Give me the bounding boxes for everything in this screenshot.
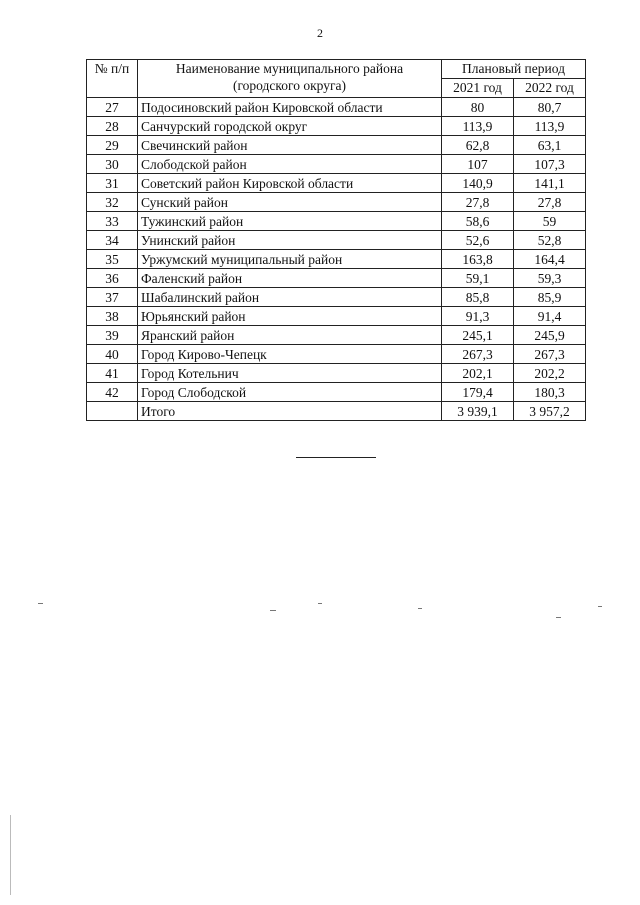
scan-speck <box>418 608 422 609</box>
row-district-name: Фаленский район <box>138 269 442 288</box>
total-row <box>87 402 586 421</box>
row-value-2021: 85,8 <box>442 288 514 307</box>
header-district-name <box>138 60 442 98</box>
row-value-2021: 59,1 <box>442 269 514 288</box>
row-value-2021: 91,3 <box>442 307 514 326</box>
row-value-2021: 62,8 <box>442 136 514 155</box>
row-district-name: Слободской район <box>138 155 442 174</box>
row-value-2021: 140,9 <box>442 174 514 193</box>
row-value-2021: 27,8 <box>442 193 514 212</box>
scan-speck <box>318 603 322 604</box>
row-value-2021: 80 <box>442 98 514 117</box>
table-row <box>87 98 586 117</box>
table-row <box>87 193 586 212</box>
row-district-name: Юрьянский район <box>138 307 442 326</box>
row-number: 42 <box>87 383 138 402</box>
page-number: 2 <box>317 26 323 40</box>
table-row <box>87 117 586 136</box>
closing-rule <box>296 457 376 458</box>
row-value-2022: 202,2 <box>514 364 586 383</box>
table-row <box>87 345 586 364</box>
row-number: 40 <box>87 345 138 364</box>
row-number: 39 <box>87 326 138 345</box>
row-value-2021: 202,1 <box>442 364 514 383</box>
scan-edge-mark <box>10 815 11 895</box>
table-row <box>87 326 586 345</box>
table-row <box>87 383 586 402</box>
row-value-2022: 27,8 <box>514 193 586 212</box>
row-district-name: Город Котельнич <box>138 364 442 383</box>
row-district-name: Уржумский муниципальный район <box>138 250 442 269</box>
scan-speck <box>598 606 602 607</box>
row-value-2021: 267,3 <box>442 345 514 364</box>
row-number: 32 <box>87 193 138 212</box>
row-number: 27 <box>87 98 138 117</box>
table-row <box>87 212 586 231</box>
row-value-2022: 267,3 <box>514 345 586 364</box>
row-value-2022: 91,4 <box>514 307 586 326</box>
row-value-2022: 59,3 <box>514 269 586 288</box>
header-year-2021: 2021 год <box>442 79 514 98</box>
row-value-2022: 164,4 <box>514 250 586 269</box>
row-value-2022: 80,7 <box>514 98 586 117</box>
row-value-2021: 58,6 <box>442 212 514 231</box>
row-value-2021: 163,8 <box>442 250 514 269</box>
row-value-2022: 59 <box>514 212 586 231</box>
row-district-name: Город Слободской <box>138 383 442 402</box>
row-value-2021: 179,4 <box>442 383 514 402</box>
row-district-name: Советский район Кировской области <box>138 174 442 193</box>
scan-speck <box>556 617 561 618</box>
table-row <box>87 307 586 326</box>
row-number: 29 <box>87 136 138 155</box>
table-row <box>87 288 586 307</box>
scan-speck <box>38 603 43 604</box>
row-value-2022: 180,3 <box>514 383 586 402</box>
table-row <box>87 155 586 174</box>
row-number: 38 <box>87 307 138 326</box>
row-value-2022: 141,1 <box>514 174 586 193</box>
total-2022: 3 957,2 <box>514 402 586 421</box>
row-district-name: Унинский район <box>138 231 442 250</box>
row-district-name: Город Кирово-Чепецк <box>138 345 442 364</box>
row-value-2022: 113,9 <box>514 117 586 136</box>
row-value-2022: 245,9 <box>514 326 586 345</box>
total-label: Итого <box>138 402 442 421</box>
row-number: 31 <box>87 174 138 193</box>
row-value-2022: 52,8 <box>514 231 586 250</box>
row-district-name: Свечинский район <box>138 136 442 155</box>
row-district-name: Шабалинский район <box>138 288 442 307</box>
table-row <box>87 364 586 383</box>
row-value-2021: 107 <box>442 155 514 174</box>
table-row <box>87 174 586 193</box>
table-row <box>87 231 586 250</box>
header-planned-period: Плановый период <box>442 60 586 79</box>
row-value-2021: 245,1 <box>442 326 514 345</box>
row-number: 41 <box>87 364 138 383</box>
row-district-name: Яранский район <box>138 326 442 345</box>
row-value-2022: 85,9 <box>514 288 586 307</box>
row-number: 37 <box>87 288 138 307</box>
header-district-name-line1: Наименование муниципального района <box>175 61 404 76</box>
row-district-name: Санчурский городской округ <box>138 117 442 136</box>
header-district-name-line2: (городского округа) <box>232 78 347 93</box>
row-value-2021: 113,9 <box>442 117 514 136</box>
data-table <box>86 59 586 421</box>
row-number: 35 <box>87 250 138 269</box>
table-row <box>87 136 586 155</box>
total-number-cell <box>87 402 138 421</box>
header-number: № п/п <box>87 60 138 98</box>
scan-speck <box>270 610 276 611</box>
row-value-2022: 63,1 <box>514 136 586 155</box>
row-district-name: Подосиновский район Кировской области <box>138 98 442 117</box>
row-number: 33 <box>87 212 138 231</box>
total-2021: 3 939,1 <box>442 402 514 421</box>
row-number: 28 <box>87 117 138 136</box>
table-body <box>87 98 586 402</box>
row-value-2021: 52,6 <box>442 231 514 250</box>
row-district-name: Сунский район <box>138 193 442 212</box>
table-row <box>87 269 586 288</box>
row-number: 30 <box>87 155 138 174</box>
row-number: 34 <box>87 231 138 250</box>
table-row <box>87 250 586 269</box>
row-number: 36 <box>87 269 138 288</box>
header-year-2022: 2022 год <box>514 79 586 98</box>
row-district-name: Тужинский район <box>138 212 442 231</box>
row-value-2022: 107,3 <box>514 155 586 174</box>
